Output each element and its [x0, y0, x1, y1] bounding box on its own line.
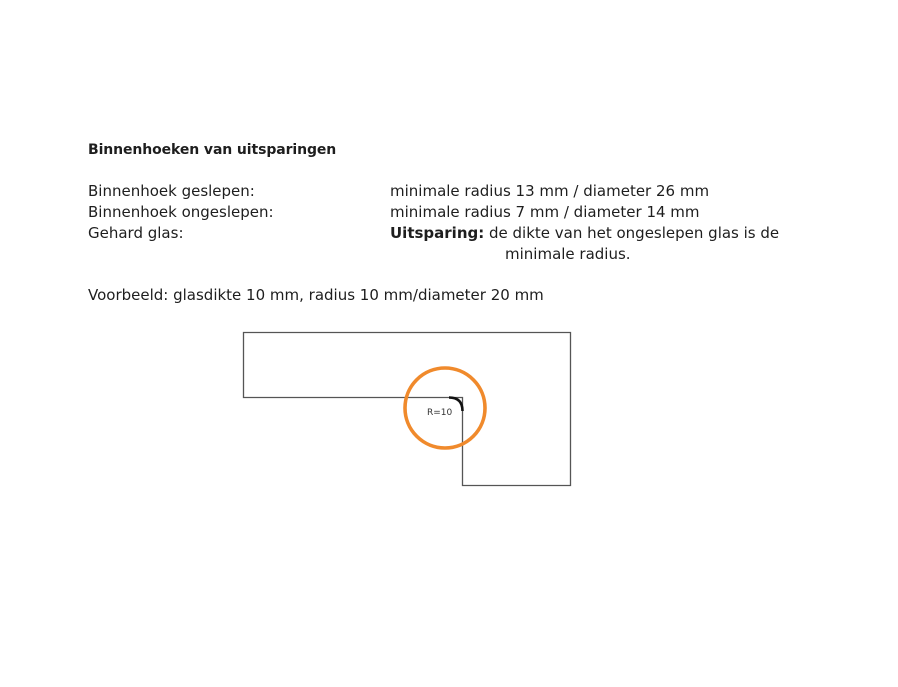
spec-value: minimale radius 7 mm / diameter 14 mm: [390, 203, 700, 221]
example-text: Voorbeeld: glasdikte 10 mm, radius 10 mm/diameter 20 mm: [88, 286, 544, 304]
spec-value-text: de dikte van het ongeslepen glas is de: [484, 224, 780, 242]
spec-label: Gehard glas:: [88, 224, 184, 242]
spec-value-continuation: minimale radius.: [505, 245, 631, 263]
spec-value-bold: Uitsparing:: [390, 224, 485, 242]
spec-value: minimale radius 13 mm / diameter 26 mm: [390, 182, 710, 200]
glass-outline: [244, 333, 571, 486]
radius-label: R=10: [427, 408, 453, 418]
section-heading: Binnenhoeken van uitsparingen: [88, 142, 337, 158]
spec-label: Binnenhoek ongeslepen:: [88, 203, 274, 221]
spec-label: Binnenhoek geslepen:: [88, 182, 255, 200]
